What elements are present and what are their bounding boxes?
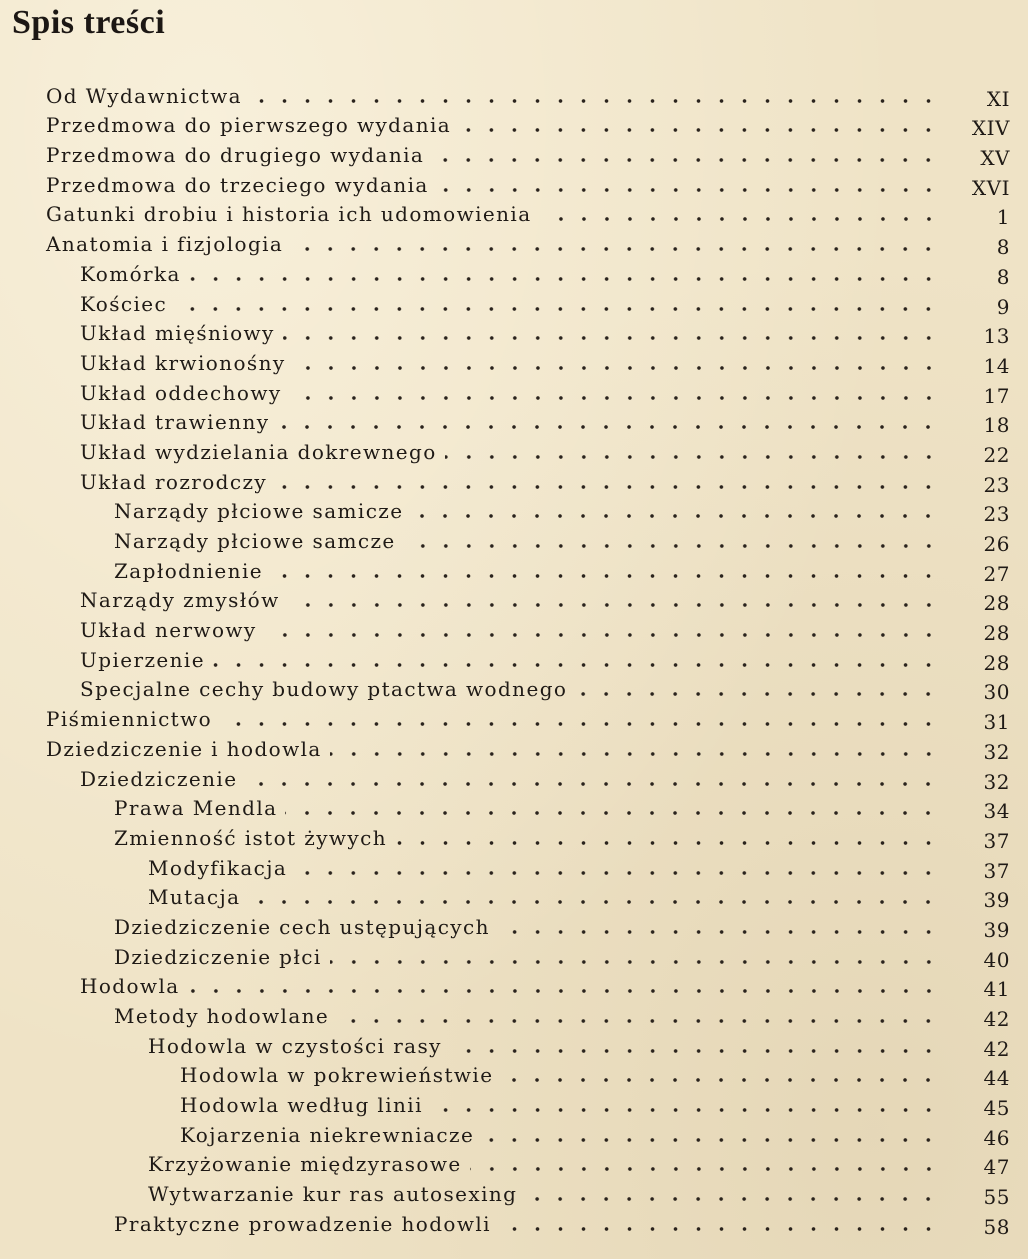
dot-leader [330,751,940,757]
dot-leader [525,1196,940,1202]
toc-entry-page-number: 9 [996,294,1010,319]
toc-entry [0,1000,1028,1030]
toc-entry-title: Przedmowa do drugiego wydania [46,143,425,168]
toc-entry-title: Układ krwionośny [80,350,286,375]
toc-entry [0,80,1028,110]
dot-leader [470,1166,940,1172]
toc-entry-title: Przedmowa do pierwszego wydania [46,113,452,138]
toc-entry [0,703,1028,733]
toc-entry-page-number: 8 [996,235,1010,260]
toc-entry-title: Krzyżowanie międzyrasowe [148,1152,462,1177]
toc-entry-page-number: 37 [983,828,1010,853]
table-of-contents [0,80,1028,1238]
toc-entry-title: Kościec [80,291,168,316]
toc-entry-page-number: 18 [983,413,1010,438]
toc-entry-title: Narządy płciowe samicze [114,499,404,524]
toc-entry-page-number: 44 [983,1066,1010,1091]
toc-entry [0,1060,1028,1090]
dot-leader [395,840,940,846]
toc-entry-page-number: 1 [996,205,1010,230]
toc-entry [0,971,1028,1001]
dot-leader [245,781,940,787]
toc-entry-title: Układ nerwowy [80,618,257,643]
toc-entry [0,1030,1028,1060]
dot-leader [220,721,940,727]
dot-leader [288,602,940,608]
toc-entry [0,1208,1028,1238]
toc-entry [0,436,1028,466]
toc-entry [0,407,1028,437]
toc-entry-title: Wytwarzanie kur ras autosexing [148,1182,518,1207]
dot-leader [330,959,940,965]
dot-leader [499,1226,940,1232]
dot-leader [213,662,940,668]
toc-entry [0,466,1028,496]
toc-entry-title: Metody hodowlane [114,1004,330,1028]
toc-entry [0,555,1028,585]
dot-leader [445,454,940,460]
toc-entry-page-number: 39 [983,917,1010,942]
toc-entry-title: Układ rozrodczy [80,469,268,494]
toc-entry-title: Dziedziczenie [80,766,238,791]
dot-leader [188,988,940,994]
dot-leader [265,632,940,638]
toc-entry-title: Dziedziczenie i hodowla [46,736,322,761]
toc-entry-page-number: 30 [983,680,1010,705]
toc-entry-title: Od Wydawnictwa [46,83,242,108]
toc-entry-title: Narządy płciowe samcze [114,529,396,553]
toc-entry [0,318,1028,348]
dot-leader [271,573,940,579]
toc-entry-page-number: 42 [983,1036,1010,1061]
toc-entry-title: Hodowla w pokrewieństwie [180,1063,494,1088]
toc-entry-title: Prawa Mendla [114,796,278,821]
toc-entry-page-number: 26 [983,532,1010,556]
toc-entry-title: Mutacja [148,885,241,910]
toc-entry-page-number: 27 [983,561,1010,586]
toc-entry-page-number: 14 [983,353,1010,378]
toc-entry-title: Kojarzenia niekrewniacze [180,1122,475,1147]
dot-leader [450,1048,940,1054]
dot-leader [432,157,940,163]
toc-entry [0,1089,1028,1119]
toc-entry-title: Piśmiennictwo [46,707,213,732]
dot-leader [498,929,940,935]
toc-entry [0,644,1028,674]
toc-entry-page-number: 47 [983,1155,1010,1180]
toc-entry-title: Hodowla [80,974,180,999]
toc-entry-page-number: 42 [983,1007,1010,1031]
dot-leader [411,513,940,519]
toc-entry-title: Układ oddechowy [80,380,282,405]
toc-entry-page-number: XV [980,146,1010,171]
toc-entry-title: Komórka [80,261,181,286]
toc-entry-page-number: 28 [983,621,1010,646]
toc-entry-page-number: 17 [983,383,1010,408]
toc-entry-title: Zmienność istot żywych [114,825,387,850]
dot-leader [285,810,940,816]
toc-entry-page-number: 58 [983,1214,1010,1239]
toc-entry-title: Anatomia i fizjologia [46,232,284,257]
toc-entry-title: Upierzenie [80,647,205,672]
dot-leader [431,1107,940,1113]
toc-entry-page-number: 32 [983,769,1010,794]
dot-leader [175,306,940,312]
dot-leader [575,691,940,697]
toc-entry [0,110,1028,140]
toc-entry-title: Praktyczne prowadzenie hodowli [114,1211,491,1236]
toc-entry-page-number: 37 [983,858,1010,883]
toc-entry [0,199,1028,229]
toc-entry [0,1149,1028,1179]
toc-entry-title: Układ wydzielania dokrewnego [80,439,437,464]
toc-entry-page-number: 22 [983,442,1010,467]
toc-entry-page-number: 8 [996,264,1010,289]
toc-entry-page-number: XIV [971,116,1010,141]
dot-leader [482,1137,940,1143]
toc-entry [0,1119,1028,1149]
toc-entry [0,139,1028,169]
toc-entry [0,1178,1028,1208]
toc-entry [0,674,1028,704]
dot-leader [459,127,940,133]
dot-leader [294,365,940,371]
toc-entry [0,258,1028,288]
dot-leader [404,543,940,549]
dot-leader [275,484,940,490]
toc-entry [0,377,1028,407]
toc-entry [0,733,1028,763]
toc-entry-page-number: XI [986,86,1010,111]
toc-entry-page-number: 34 [983,799,1010,824]
dot-leader [295,870,940,876]
toc-entry [0,288,1028,318]
page-title: Spis treści [12,4,166,41]
toc-entry [0,228,1028,258]
toc-entry-page-number: 13 [983,324,1010,349]
toc-entry-page-number: 40 [983,947,1010,972]
toc-entry-title: Układ trawienny [80,410,270,435]
dot-leader [283,335,940,341]
dot-leader [250,98,940,104]
toc-entry-page-number: 23 [983,502,1010,527]
toc-entry [0,169,1028,199]
toc-entry-title: Przedmowa do trzeciego wydania [46,172,429,197]
toc-entry-title: Narządy zmysłów [80,588,280,613]
toc-entry-page-number: 28 [983,650,1010,675]
toc-entry-page-number: 23 [983,472,1010,497]
dot-leader [290,395,940,401]
dot-leader [337,1018,940,1024]
toc-entry [0,911,1028,941]
toc-entry [0,822,1028,852]
toc-entry-title: Specjalne cechy budowy ptactwa wodnego [80,677,568,702]
toc-entry-title: Hodowla w czystości rasy [148,1033,442,1058]
dot-leader [291,246,940,252]
toc-entry [0,585,1028,615]
toc-entry [0,852,1028,882]
toc-entry [0,496,1028,526]
toc-entry-title: Dziedziczenie płci [114,944,322,969]
toc-entry-page-number: 28 [983,591,1010,616]
toc-entry-title: Zapłodnienie [114,558,263,583]
toc-entry-title: Dziedziczenie cech ustępujących [114,914,490,939]
toc-entry-page-number: 31 [983,710,1010,735]
dot-leader [540,216,940,222]
toc-entry [0,525,1028,555]
toc-entry-page-number: 32 [983,739,1010,764]
toc-entry-page-number: 39 [983,888,1010,913]
dot-leader [189,276,940,282]
toc-entry-page-number: 46 [983,1125,1010,1150]
toc-entry-page-number: 55 [983,1185,1010,1210]
toc-entry [0,882,1028,912]
toc-entry [0,347,1028,377]
dot-leader [277,424,940,430]
toc-entry [0,614,1028,644]
toc-entry-page-number: 41 [983,977,1010,1002]
toc-entry-title: Modyfikacja [148,855,288,880]
dot-leader [501,1077,940,1083]
toc-entry-title: Układ mięśniowy [80,321,275,346]
toc-entry-page-number: 45 [983,1096,1010,1121]
toc-entry [0,941,1028,971]
toc-entry-title: Hodowla według linii [180,1093,423,1118]
toc-entry-page-number: XVI [971,175,1010,200]
toc-entry [0,793,1028,823]
dot-leader [437,187,940,193]
toc-entry-title: Gatunki drobiu i historia ich udomowienia [46,202,532,227]
toc-entry [0,763,1028,793]
dot-leader [248,899,940,905]
